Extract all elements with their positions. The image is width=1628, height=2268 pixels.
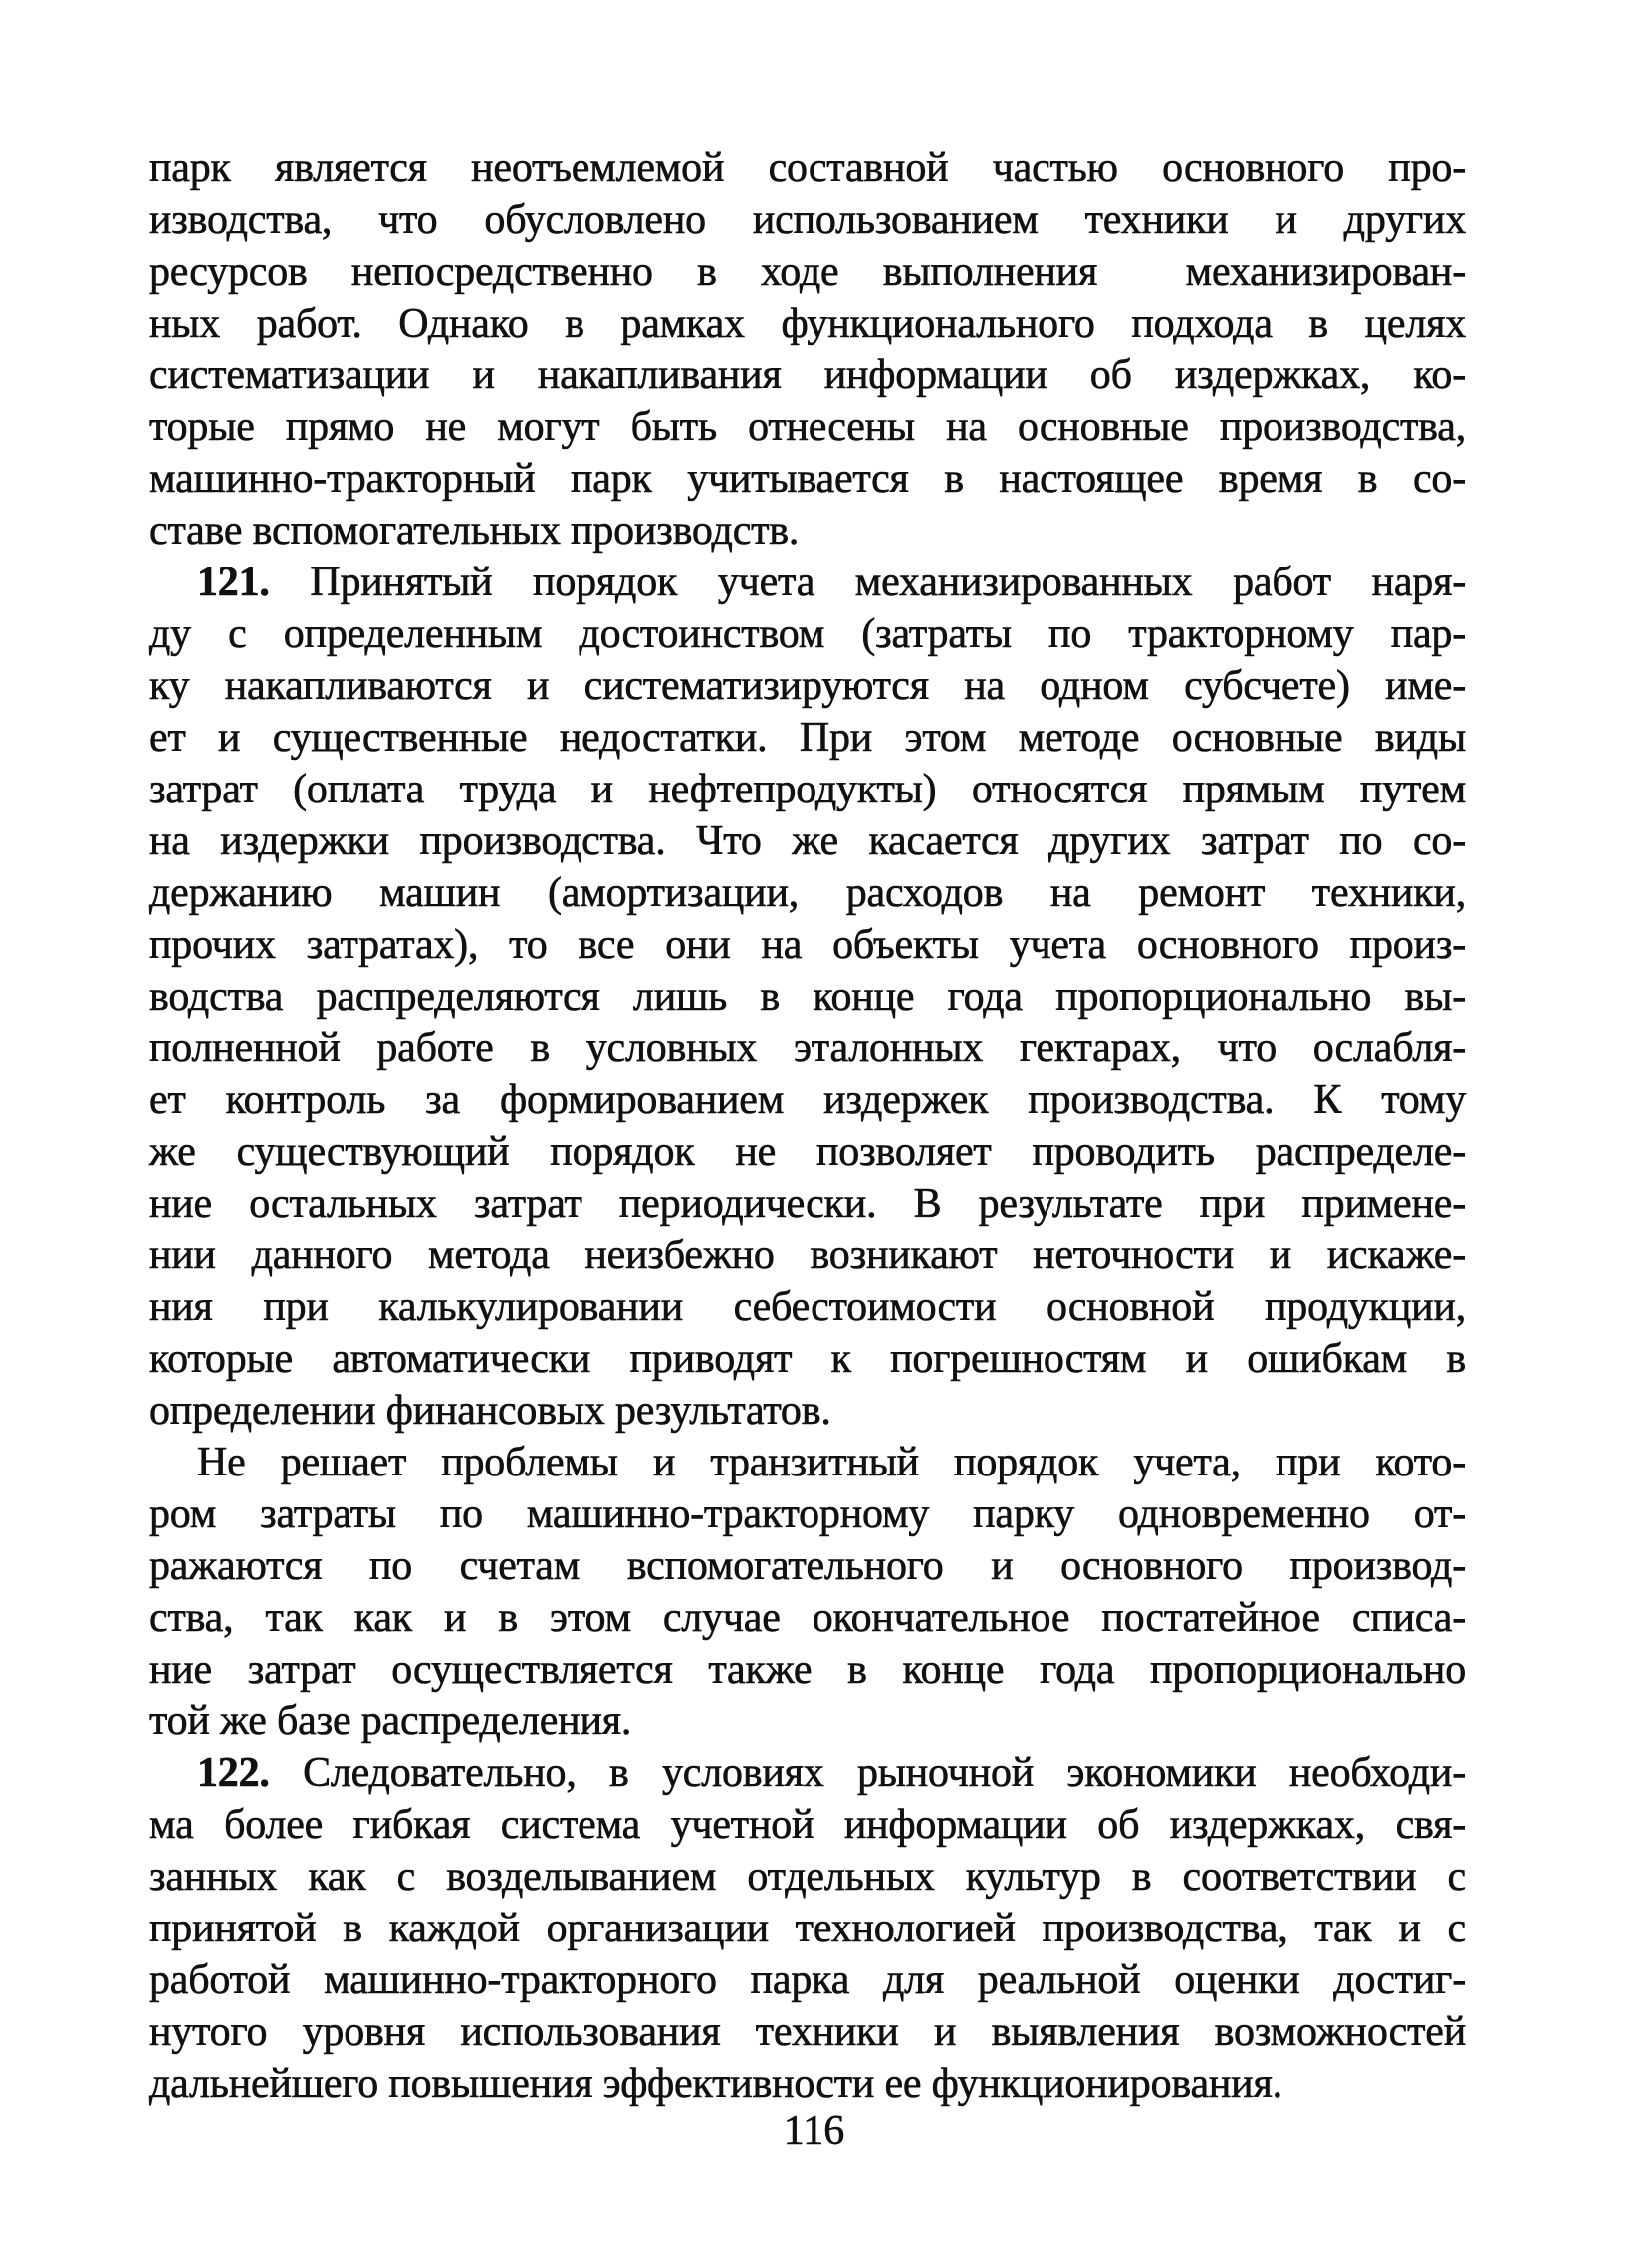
text-line	[149, 712, 1466, 764]
text-line	[149, 1281, 1466, 1333]
text-line	[149, 764, 1466, 815]
text-line	[149, 142, 1466, 194]
line-text: систематизации и накапливания информации об издержках, ко-	[149, 352, 1466, 398]
line-text: машинно-тракторный парк учитывается в настоящее время в со-	[149, 456, 1466, 502]
line-text: которые автоматически приводят к погрешностям и ошибкам в	[149, 1336, 1466, 1382]
line-text: определении финансовых результатов.	[149, 1388, 831, 1434]
section-number: 122.	[197, 1750, 270, 1796]
text-line	[149, 557, 1466, 608]
line-text: ресурсов непосредственно в ходе выполнения механизирован-	[149, 249, 1466, 295]
text-line	[149, 1799, 1466, 1851]
line-text: водства распределяются лишь в конце года пропорционально вы-	[149, 974, 1466, 1020]
line-text: ние затрат осуществляется также в конце года пропорционально	[149, 1647, 1466, 1693]
line-text: той же базе распределения.	[149, 1699, 632, 1744]
text-line	[149, 1126, 1466, 1178]
text-line	[149, 1074, 1466, 1126]
line-text: парк является неотъемлемой составной частью основного про-	[149, 145, 1466, 191]
text-line	[149, 453, 1466, 505]
paragraph	[149, 557, 1466, 1437]
text-line	[149, 505, 1466, 557]
text-line	[149, 919, 1466, 971]
text-line	[149, 1851, 1466, 1903]
text-line	[149, 1954, 1466, 2006]
text-line	[149, 1385, 1466, 1437]
line-text: ние остальных затрат периодически. В результате при примене-	[149, 1181, 1466, 1227]
text-line	[149, 815, 1466, 867]
page-number: 116	[783, 2108, 845, 2154]
line-text: ром затраты по машинно-тракторному парку одновременно от-	[149, 1491, 1466, 1537]
text-line	[149, 1644, 1466, 1696]
line-text: ния при калькулировании себестоимости основной продукции,	[149, 1284, 1466, 1330]
text-line	[149, 194, 1466, 246]
line-text: прочих затратах), то все они на объекты учета основного произ-	[149, 922, 1466, 968]
text-line	[149, 971, 1466, 1022]
line-text: полненной работе в условных эталонных гектарах, что ослабля-	[149, 1025, 1466, 1071]
text-line	[149, 2006, 1466, 2058]
line-text: работой машинно-тракторного парка для реальной оценки достиг-	[149, 1957, 1466, 2003]
line-text: затрат (оплата труда и нефтепродукты) относятся прямым путем	[149, 767, 1466, 812]
page-body	[149, 142, 1466, 2110]
text-line	[149, 1022, 1466, 1074]
line-text: ставе вспомогательных производств.	[149, 508, 800, 554]
text-line	[149, 867, 1466, 919]
line-text: ет контроль за формированием издержек производства. К тому	[149, 1077, 1466, 1123]
line-text: нии данного метода неизбежно возникают неточности и искаже-	[149, 1233, 1466, 1278]
text-line	[149, 1696, 1466, 1747]
line-text: торые прямо не могут быть отнесены на основные производства,	[149, 404, 1466, 450]
text-line	[149, 1747, 1466, 1799]
line-text: ма более гибкая система учетной информации об издержках, свя-	[149, 1802, 1466, 1848]
text-line	[149, 401, 1466, 453]
line-text: изводства, что обусловлено использованием техники и других	[149, 197, 1466, 243]
section-number: 121.	[197, 560, 270, 605]
paragraph	[149, 142, 1466, 557]
line-text: ет и существенные недостатки. При этом методе основные виды	[149, 715, 1466, 761]
text-line	[149, 1592, 1466, 1644]
text-line	[149, 1903, 1466, 1954]
line-text: нутого уровня использования техники и выявления возможностей	[149, 2009, 1466, 2055]
line-text: на издержки производства. Что же касается других затрат по со-	[149, 818, 1466, 864]
line-text: занных как с возделыванием отдельных культур в соответствии с	[149, 1854, 1466, 1900]
line-text: ражаются по счетам вспомогательного и основного производ-	[149, 1543, 1466, 1589]
text-line	[149, 1333, 1466, 1385]
text-line	[149, 660, 1466, 712]
line-text: же существующий порядок не позволяет проводить распределе-	[149, 1129, 1466, 1175]
line-text: дальнейшего повышения эффективности ее функционирования.	[149, 2061, 1282, 2107]
text-line	[149, 1540, 1466, 1592]
text-line	[149, 246, 1466, 298]
text-line	[149, 1178, 1466, 1230]
line-text: Не решает проблемы и транзитный порядок учета, при кото-	[197, 1440, 1466, 1485]
line-text: ства, так как и в этом случае окончательное постатейное списа-	[149, 1595, 1466, 1641]
line-text: Следовательно, в условиях рыночной экономики необходи-	[269, 1750, 1466, 1796]
line-text: ку накапливаются и систематизируются на одном субсчете) име-	[149, 663, 1466, 709]
text-line	[149, 608, 1466, 660]
line-text: принятой в каждой организации технологией производства, так и с	[149, 1906, 1466, 1951]
text-line	[149, 2058, 1466, 2110]
text-line	[149, 1230, 1466, 1281]
text-line	[149, 1488, 1466, 1540]
paragraph	[149, 1437, 1466, 1747]
line-text: ду с определенным достоинством (затраты по тракторному пар-	[149, 611, 1466, 657]
paragraph	[149, 1747, 1466, 2110]
line-text: ных работ. Однако в рамках функционального подхода в целях	[149, 301, 1466, 346]
line-text: Принятый порядок учета механизированных работ наря-	[269, 560, 1466, 605]
text-line	[149, 349, 1466, 401]
text-line	[149, 298, 1466, 349]
line-text: держанию машин (амортизации, расходов на ремонт техники,	[149, 870, 1466, 916]
text-line	[149, 1437, 1466, 1488]
